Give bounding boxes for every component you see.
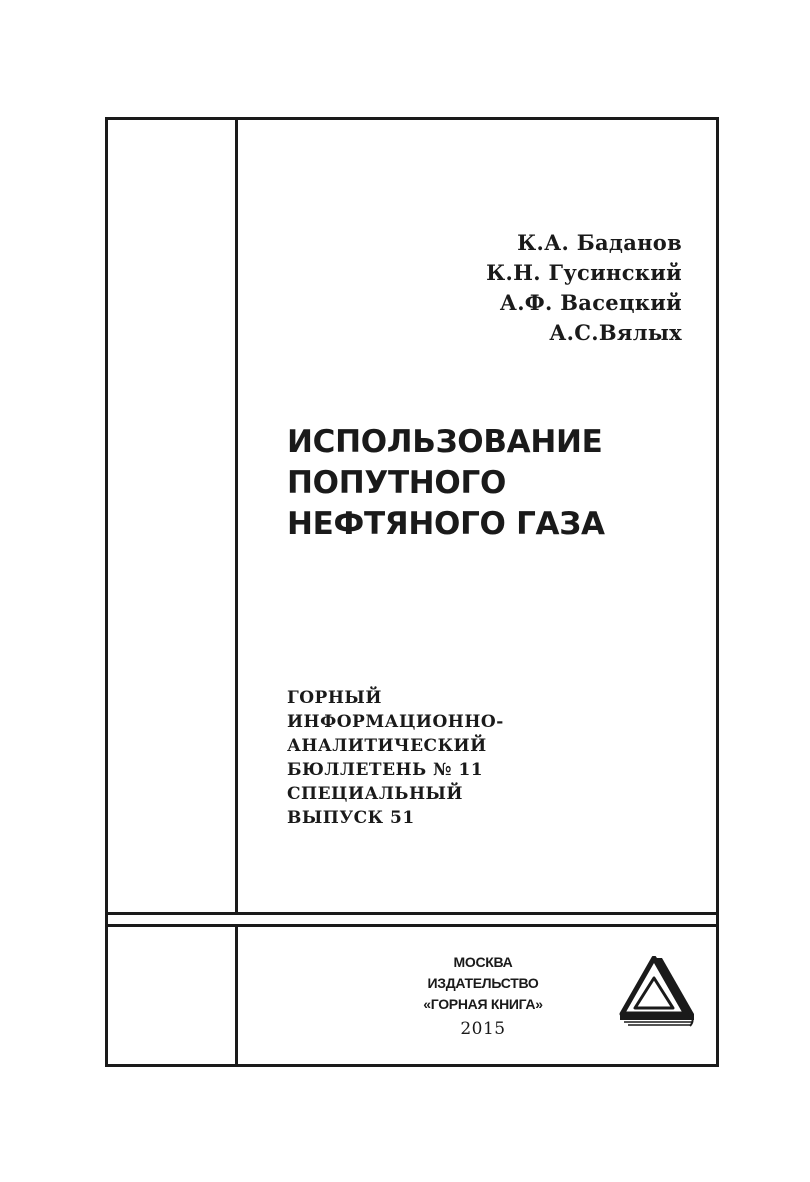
author-name: А.Ф. Васецкий: [499, 290, 682, 315]
series-info: [287, 686, 504, 830]
author-name: А.С.Вялых: [549, 320, 682, 345]
title-line: ИСПОЛЬЗОВАНИЕ: [287, 424, 603, 460]
title-line: ПОПУТНОГО: [287, 465, 506, 501]
author-name: К.А. Баданов: [517, 230, 682, 255]
author-name: К.Н. Гусинский: [486, 260, 682, 285]
footer-divider-upper: [105, 912, 719, 915]
spine-divider-top: [235, 117, 238, 915]
series-line: ИНФОРМАЦИОННО-: [287, 712, 504, 732]
series-line: ВЫПУСК 51: [287, 808, 415, 828]
publisher-book-triangle-icon: [618, 956, 696, 1028]
series-line: АНАЛИТИЧЕСКИЙ: [287, 736, 487, 756]
publisher-label: ИЗДАТЕЛЬСТВО: [427, 975, 539, 991]
publication-year: 2015: [460, 1019, 506, 1039]
title-line: НЕФТЯНОГО ГАЗА: [287, 506, 605, 542]
series-line: СПЕЦИАЛЬНЫЙ: [287, 784, 463, 804]
publisher-city: МОСКВА: [453, 954, 513, 970]
series-line: ГОРНЫЙ: [287, 688, 382, 708]
publisher-block: [410, 952, 556, 1041]
book-title: [287, 422, 605, 545]
spine-divider-bottom: [235, 927, 238, 1064]
author-list: [486, 228, 682, 348]
series-line: БЮЛЛЕТЕНЬ № 11: [287, 760, 484, 780]
publisher-name: «ГОРНАЯ КНИГА»: [423, 996, 543, 1012]
footer-divider-lower: [105, 924, 719, 927]
